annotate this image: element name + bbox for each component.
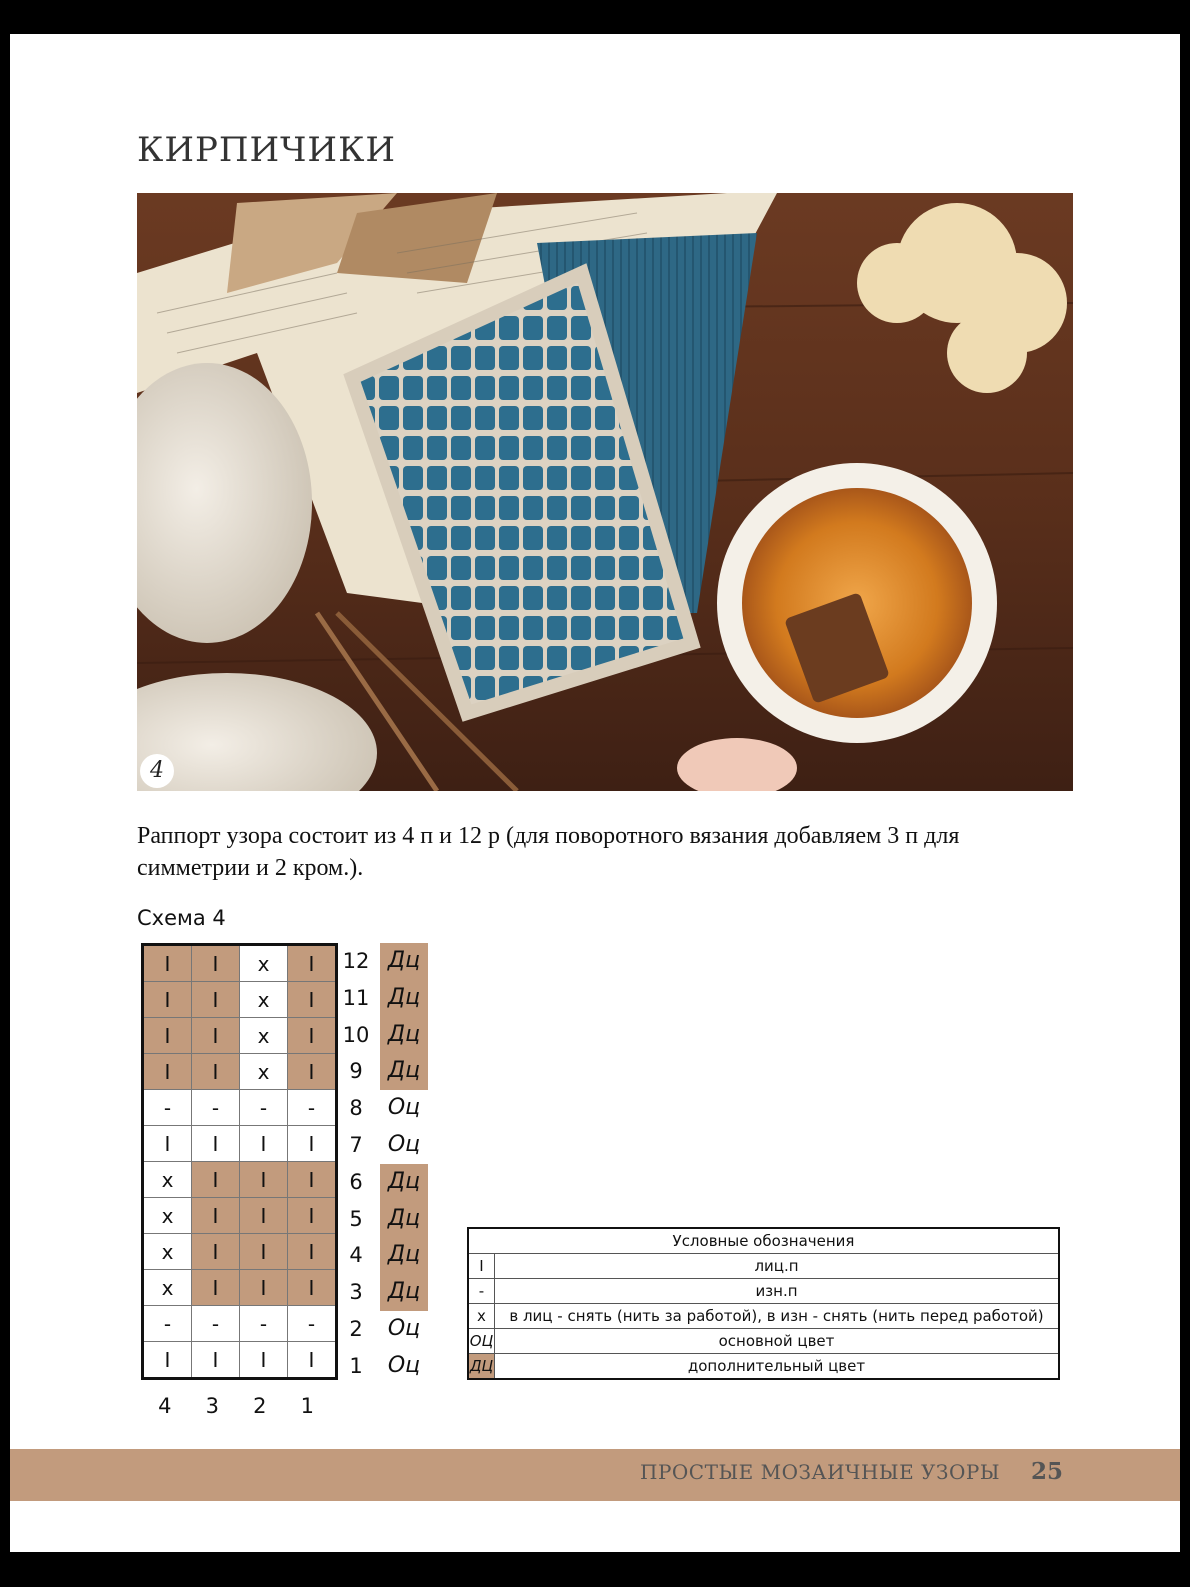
chart-row (143, 1270, 337, 1306)
chart-row (143, 945, 337, 982)
chart-cell: - (143, 1090, 192, 1126)
chart-cell: x (143, 1198, 192, 1234)
chart-cell: x (143, 1270, 192, 1306)
chart-cell: I (288, 1018, 337, 1054)
column-number: 1 (300, 1394, 314, 1418)
chart-cell: I (288, 1162, 337, 1198)
chart-cell: I (240, 1342, 288, 1379)
photo-number-badge: 4 (140, 754, 174, 788)
row-color-label: Дц (380, 1164, 428, 1201)
chart-cell: I (192, 1018, 240, 1054)
legend-row (468, 1304, 1059, 1329)
chart-cell: I (143, 1054, 192, 1090)
chart-cell: x (143, 1162, 192, 1198)
legend-row (468, 1354, 1059, 1380)
legend-description: в лиц - снять (нить за работой), в изн - снять (нить перед работой) (495, 1304, 1060, 1329)
row-number: 10 (342, 1022, 370, 1047)
chart-row (143, 1198, 337, 1234)
chart-row (143, 1126, 337, 1162)
row-color-label: Оц (387, 1315, 421, 1341)
row-color-label: Дц (380, 1237, 428, 1274)
page-number: 25 (1030, 1458, 1063, 1485)
legend-table (467, 1227, 1060, 1380)
row-color-label: Дц (380, 1017, 428, 1054)
knitting-photo (137, 193, 1073, 791)
chart-cell: - (143, 1306, 192, 1342)
row-number: 1 (349, 1353, 363, 1378)
chart-cell: I (192, 1126, 240, 1162)
chart-cell: I (143, 982, 192, 1018)
chart-cell: I (240, 1126, 288, 1162)
chart-cell: I (240, 1234, 288, 1270)
book-page (10, 34, 1180, 1552)
footer-section-title: ПРОСТЫЕ МОЗАИЧНЫЕ УЗОРЫ (640, 1460, 1000, 1484)
row-color-label: Оц (387, 1352, 421, 1378)
chart-cell: I (288, 1234, 337, 1270)
row-color-label: Оц (387, 1095, 421, 1121)
row-numbers (337, 943, 375, 1385)
chart-cell: I (143, 945, 192, 982)
row-number: 11 (342, 985, 370, 1010)
footer-band (10, 1449, 1180, 1501)
chart-cell: I (288, 1054, 337, 1090)
row-number: 4 (349, 1243, 363, 1268)
legend-symbol: ДЦ (468, 1354, 495, 1380)
chart-cell: x (240, 1054, 288, 1090)
row-color-label: Дц (380, 943, 428, 980)
chart-row (143, 1018, 337, 1054)
chart-row (143, 1054, 337, 1090)
chart-cell: I (143, 1126, 192, 1162)
chart-cell: I (192, 945, 240, 982)
chart-cell: I (240, 1270, 288, 1306)
chart-cell: I (288, 1198, 337, 1234)
chart-row (143, 1342, 337, 1379)
chart-cell: I (192, 1198, 240, 1234)
chart-cell: I (240, 1198, 288, 1234)
chart-cell: I (192, 1270, 240, 1306)
chart-cell: I (192, 982, 240, 1018)
row-color-label: Дц (380, 1274, 428, 1311)
chart-cell: x (143, 1234, 192, 1270)
chart-row (143, 1234, 337, 1270)
legend-symbol: - (468, 1279, 495, 1304)
page-title: КИРПИЧИКИ (137, 130, 397, 170)
chart-cell: I (288, 1270, 337, 1306)
row-color-label: Дц (380, 1053, 428, 1090)
chart-row (143, 1090, 337, 1126)
chart-cell: I (192, 1234, 240, 1270)
chart-row (143, 1162, 337, 1198)
legend-symbol: x (468, 1304, 495, 1329)
row-color-label: Дц (380, 1201, 428, 1238)
chart-cell: - (240, 1306, 288, 1342)
legend-row (468, 1254, 1059, 1279)
row-number: 6 (349, 1169, 363, 1194)
chart-cell: x (240, 1018, 288, 1054)
row-colors (380, 943, 428, 1385)
row-number: 8 (349, 1096, 363, 1121)
legend-description: основной цвет (495, 1329, 1060, 1354)
row-number: 12 (342, 949, 370, 973)
chart-cell: I (143, 1342, 192, 1379)
chart-cell: - (288, 1090, 337, 1126)
column-number: 3 (205, 1394, 219, 1418)
chart-cell: - (240, 1090, 288, 1126)
pattern-description: Раппорт узора состоит из 4 п и 12 р (для поворотного вязания добавляем 3 п для симметрии и 2 кром.). (137, 823, 960, 881)
legend-symbol: I (468, 1254, 495, 1279)
chart-cell: I (192, 1342, 240, 1379)
row-color-label: Дц (380, 980, 428, 1017)
legend-title: Условные обозначения (468, 1228, 1059, 1254)
chart-cell: I (192, 1162, 240, 1198)
column-numbers (141, 1394, 331, 1418)
row-number: 7 (349, 1132, 363, 1157)
legend-row (468, 1329, 1059, 1354)
row-number: 2 (349, 1316, 363, 1341)
chart-cell: I (288, 1126, 337, 1162)
chart-cell: I (288, 1342, 337, 1379)
column-number: 4 (158, 1394, 172, 1418)
chart-row (143, 1306, 337, 1342)
chart-cell: - (192, 1306, 240, 1342)
row-number: 5 (349, 1206, 363, 1231)
legend-symbol: ОЦ (468, 1329, 495, 1354)
photo-illustration (137, 193, 1073, 791)
chart-cell: - (192, 1090, 240, 1126)
legend-description: изн.п (495, 1279, 1060, 1304)
column-number: 2 (253, 1394, 267, 1418)
chart-cell: - (288, 1306, 337, 1342)
chart-cell: x (240, 945, 288, 982)
chart-cell: x (240, 982, 288, 1018)
scheme-label: Схема 4 (137, 906, 226, 930)
chart-cell: I (288, 982, 337, 1018)
legend-description: лиц.п (495, 1254, 1060, 1279)
chart-cell: I (143, 1018, 192, 1054)
legend-description: дополнительный цвет (495, 1354, 1060, 1380)
row-number: 9 (349, 1059, 363, 1084)
knitting-chart (141, 943, 338, 1380)
chart-row (143, 982, 337, 1018)
row-color-label: Оц (387, 1131, 421, 1157)
chart-cell: I (192, 1054, 240, 1090)
legend-row (468, 1279, 1059, 1304)
row-number: 3 (349, 1280, 363, 1305)
chart-cell: I (288, 945, 337, 982)
chart-cell: I (240, 1162, 288, 1198)
